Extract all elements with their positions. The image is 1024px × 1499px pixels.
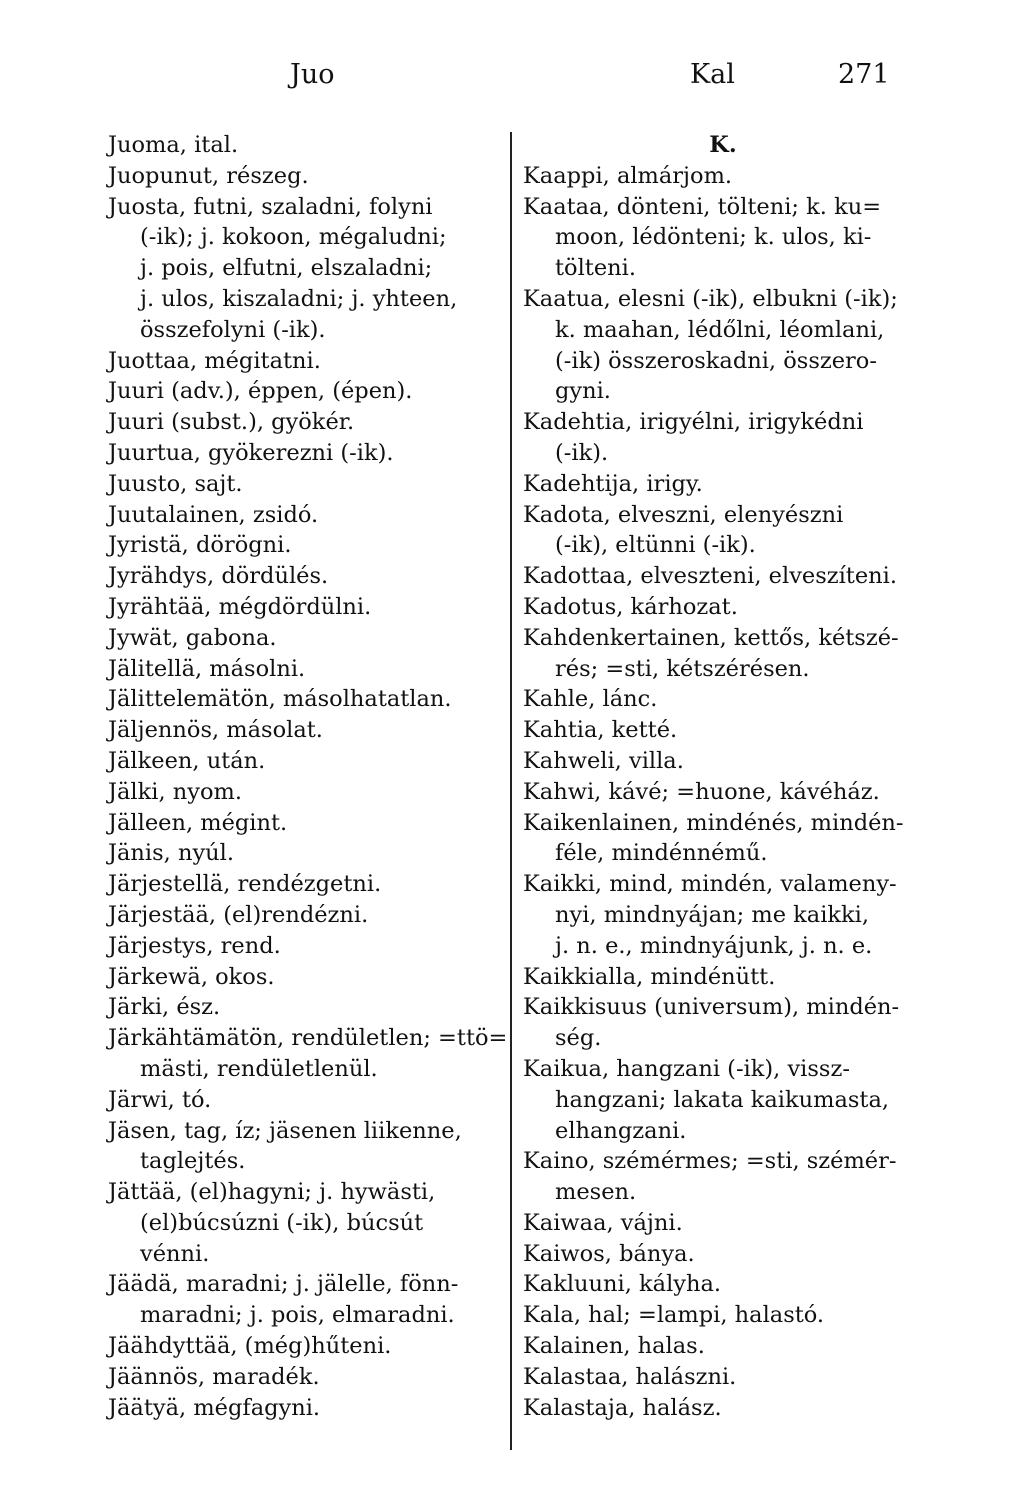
entry-line: elhangzani. xyxy=(555,1117,687,1144)
entry-line: Kalainen, halas. xyxy=(523,1333,705,1360)
entry-line: Järjestää, (el)rendézni. xyxy=(108,901,369,928)
entry-line: j. ulos, kiszaladni; j. yhteen, xyxy=(140,285,458,312)
entry-line: Kahdenkertainen, kettős, kétszé- xyxy=(523,624,899,651)
entry-line: Jättää, (el)hagyni; j. hywästi, xyxy=(108,1179,436,1206)
entry-line: Kadotus, kárhozat. xyxy=(523,593,738,620)
entry-line: Kaikki, mind, mindén, valameny- xyxy=(523,871,897,898)
entry-line: Kaikenlainen, mindénés, mindén- xyxy=(523,809,904,836)
entry-line: Järkähtämätön, rendületlen; =ttö= xyxy=(108,1025,508,1052)
entry-line: Juuri (adv.), éppen, (épen). xyxy=(108,378,413,405)
entry-line: Jälitellä, másolni. xyxy=(108,655,306,682)
entry-line: maradni; j. pois, elmaradni. xyxy=(140,1302,455,1329)
running-head-right: Kal xyxy=(690,59,735,90)
entry-line: Kadota, elveszni, elenyészni xyxy=(523,501,844,528)
entry-line: Kadehtia, irigyélni, irigykédni xyxy=(523,409,864,436)
entry-line: Järjestellä, rendézgetni. xyxy=(108,871,382,898)
entry-line: (-ik). xyxy=(555,439,609,466)
entry-line: hangzani; lakata kaikumasta, xyxy=(555,1086,890,1113)
entry-line: Kahtia, ketté. xyxy=(523,717,678,744)
entry-line: Kaiwaa, vájni. xyxy=(523,1209,683,1236)
entry-line: (-ik) összeroskadni, összero- xyxy=(555,347,877,374)
entry-line: taglejtés. xyxy=(140,1148,246,1175)
entry-line: Kahle, lánc. xyxy=(523,686,658,713)
entry-line: Jälki, nyom. xyxy=(108,778,243,805)
entry-line: Jäljennös, másolat. xyxy=(108,717,323,744)
entry-line: mästi, rendületlenül. xyxy=(140,1055,378,1082)
entry-line: (el)búcsúzni (-ik), búcsút xyxy=(140,1209,424,1236)
page-number: 271 xyxy=(838,59,890,90)
entry-line: nyi, mindnyájan; me kaikki, xyxy=(555,901,870,928)
entry-line: vénni. xyxy=(140,1240,210,1267)
entry-line: Kaappi, almárjom. xyxy=(523,162,733,189)
entry-line: Järjestys, rend. xyxy=(108,932,281,959)
entry-line: rés; =sti, kétszérésen. xyxy=(555,655,810,682)
entry-line: k. maahan, lédőlni, léomlani, xyxy=(555,316,885,343)
right-column xyxy=(523,130,923,1423)
entry-line: Jänis, nyúl. xyxy=(108,840,235,867)
entry-line: Jyrähtää, mégdördülni. xyxy=(108,593,372,620)
entry-line: Kala, hal; =lampi, halastó. xyxy=(523,1302,825,1329)
entry-line: Juutalainen, zsidó. xyxy=(108,501,319,528)
entry-line: mesen. xyxy=(555,1179,637,1206)
entry-line: Juusto, sajt. xyxy=(108,470,243,497)
entry-line: Juottaa, mégitatni. xyxy=(108,347,321,374)
entry-line: Kahweli, villa. xyxy=(523,747,684,774)
entry-line: Jyristä, dörögni. xyxy=(108,532,292,559)
entry-line: tölteni. xyxy=(555,255,636,282)
entry-line: Kakluuni, kályha. xyxy=(523,1271,722,1298)
entry-line: Jälkeen, után. xyxy=(108,747,266,774)
entry-line: Jäsen, tag, íz; jäsenen liikenne, xyxy=(108,1117,462,1144)
entry-line: Juurtua, gyökerezni (-ik). xyxy=(108,439,394,466)
entry-line: j. n. e., mindnyájunk, j. n. e. xyxy=(555,932,873,959)
entry-line: j. pois, elfutni, elszaladni; xyxy=(140,255,433,282)
entry-line: (-ik); j. kokoon, mégaludni; xyxy=(140,224,447,251)
entry-line: Järkewä, okos. xyxy=(108,963,275,990)
entry-line: féle, mindénnémű. xyxy=(555,840,768,867)
entry-line: Kahwi, kávé; =huone, kávéház. xyxy=(523,778,880,805)
entry-line: Kaikkialla, mindénütt. xyxy=(523,963,776,990)
entry-line: Juoma, ital. xyxy=(108,132,239,158)
entry-line: Jäännös, maradék. xyxy=(108,1363,320,1390)
entry-line: Kaikkisuus (universum), mindén- xyxy=(523,994,900,1021)
entry-line: Jäähdyttää, (még)hűteni. xyxy=(108,1333,392,1360)
entry-line: Jälittelemätön, másolhatatlan. xyxy=(108,686,452,713)
running-head-left: Juo xyxy=(290,59,335,90)
entry-line: Jäätyä, mégfagyni. xyxy=(108,1394,321,1421)
entry-line: összefolyni (-ik). xyxy=(140,316,326,343)
entry-line: Juuri (subst.), gyökér. xyxy=(108,409,355,436)
entry-line: Kadehtija, irigy. xyxy=(523,470,703,497)
entry-line: Kaataa, dönteni, tölteni; k. ku= xyxy=(523,193,882,220)
entry-line: Juopunut, részeg. xyxy=(108,162,309,189)
entry-line: Kalastaja, halász. xyxy=(523,1394,722,1421)
column-divider xyxy=(510,132,512,1450)
entry-line: Järwi, tó. xyxy=(108,1086,212,1113)
entry-line: Kadottaa, elveszteni, elveszíteni. xyxy=(523,563,898,590)
entry-line: gyni. xyxy=(555,378,611,405)
entry-line: Jyrähdys, dördülés. xyxy=(108,563,329,590)
entry-line: moon, lédönteni; k. ulos, ki- xyxy=(555,224,872,251)
entry-line: Kaikua, hangzani (-ik), vissz- xyxy=(523,1055,850,1082)
entry-line: Kalastaa, halászni. xyxy=(523,1363,737,1390)
entry-line: Juosta, futni, szaladni, folyni xyxy=(108,193,433,220)
left-column xyxy=(108,130,508,1423)
entry-line: Kaiwos, bánya. xyxy=(523,1240,695,1267)
entry-line: Kaino, szémérmes; =sti, szémér- xyxy=(523,1148,897,1175)
entry-line: Jälleen, mégint. xyxy=(108,809,288,836)
entry-line: Jywät, gabona. xyxy=(108,624,277,651)
entry-line: Järki, ész. xyxy=(108,994,221,1021)
entry-line: ség. xyxy=(555,1025,602,1052)
entry-line: Jäädä, maradni; j. jälelle, fönn- xyxy=(108,1271,459,1298)
entry-line: Kaatua, elesni (-ik), elbukni (-ik); xyxy=(523,285,898,312)
section-letter: K. xyxy=(709,132,737,158)
entry-line: (-ik), eltünni (-ik). xyxy=(555,532,756,559)
